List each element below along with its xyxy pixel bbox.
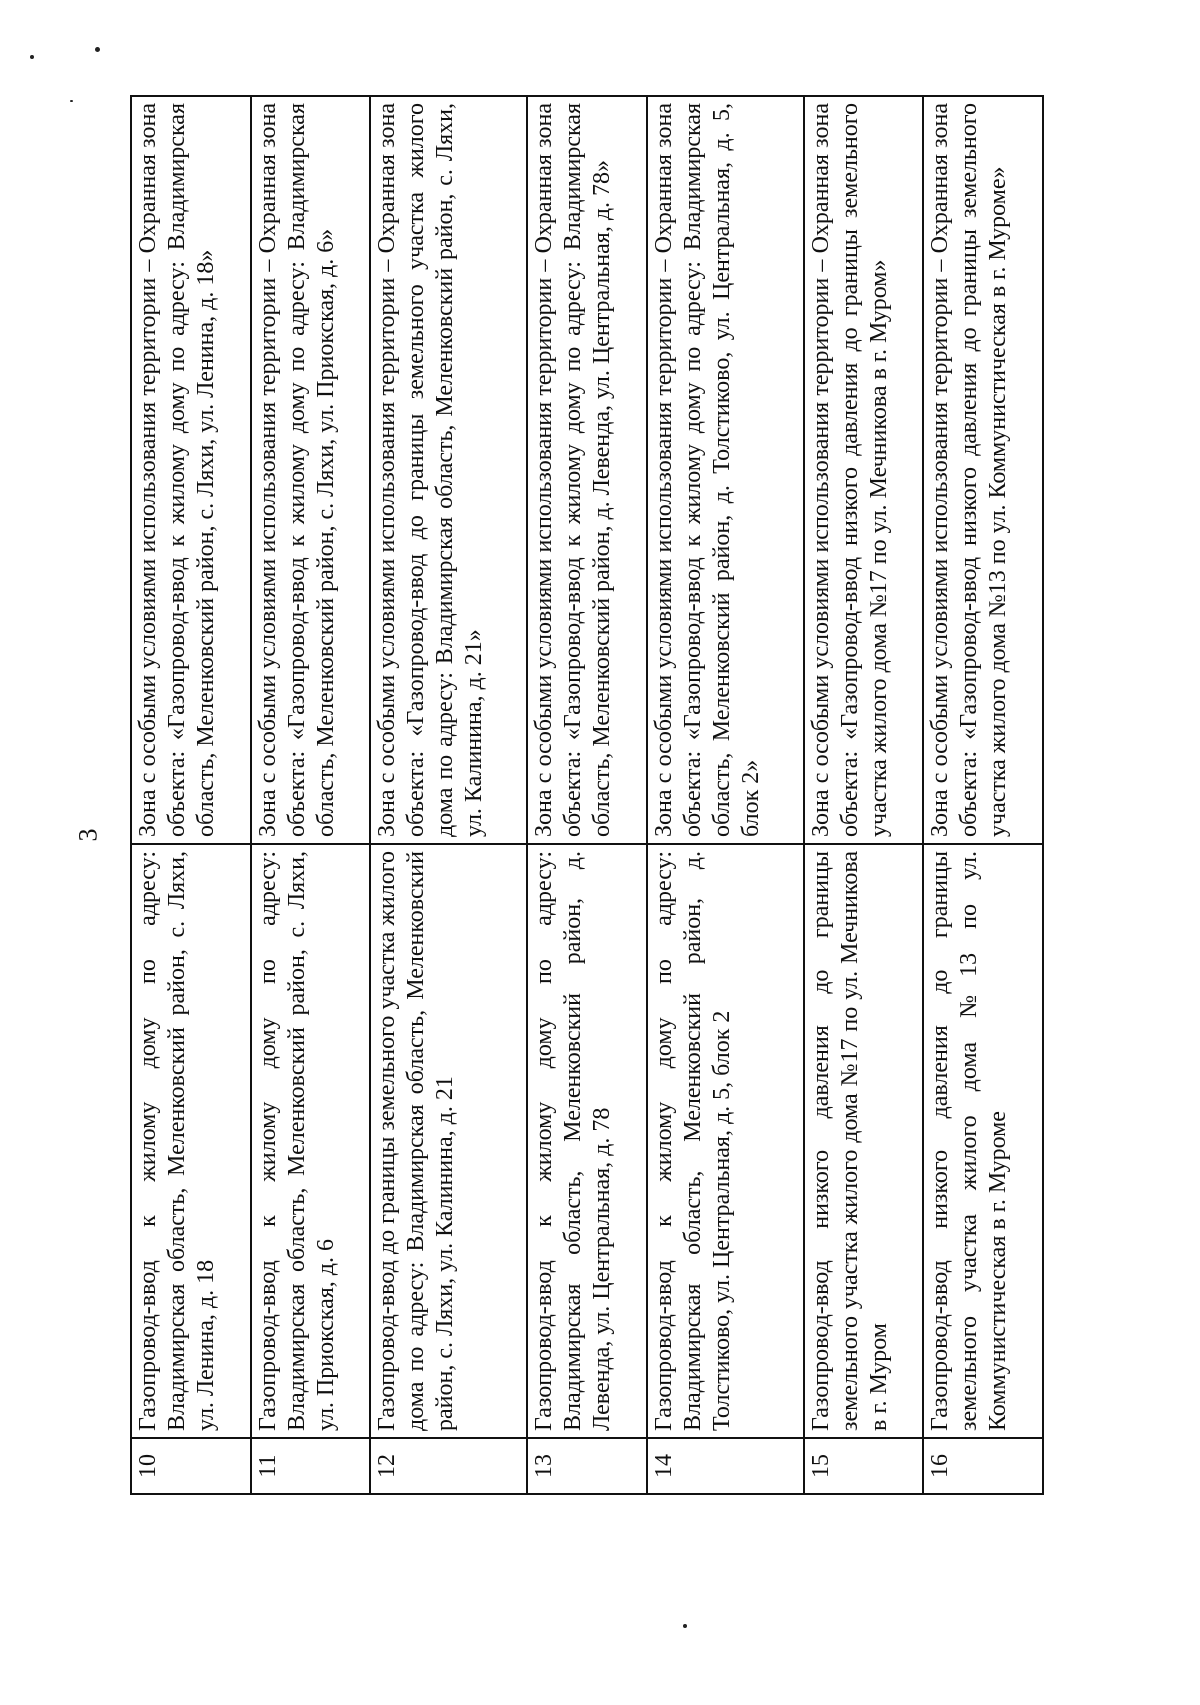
row-number: 12 (370, 1438, 527, 1494)
row-number: 16 (923, 1438, 1043, 1494)
scan-speck (70, 100, 73, 102)
zone-description: Зона с особыми условиями использования территории – Охранная зона объекта: «Газопровод-ввод низкого давления до границы земельного участка жилого дома №17 по ул. Мечникова в г. Муром» (804, 96, 924, 844)
table-row (370, 96, 527, 1494)
object-description: Газопровод-ввод к жилому дому по адресу: Владимирская область, Меленковский район, д. Толстиково, ул. Центральная, д. 5, блок 2 (647, 844, 804, 1438)
table-row (131, 96, 251, 1494)
zone-description: Зона с особыми условиями использования территории – Охранная зона объекта: «Газопровод-ввод к жилому дому по адресу: Владимирская область, Меленковский район, д. Левенда, ул. Центральная, д. 78» (527, 96, 647, 844)
zones-table (130, 95, 1044, 1495)
zone-description: Зона с особыми условиями использования территории – Охранная зона объекта: «Газопровод-ввод к жилому дому по адресу: Владимирская область, Меленковский район, с. Ляхи, ул. Ленина, д. 18» (131, 96, 251, 844)
table-row (527, 96, 647, 1494)
scan-speck (30, 55, 34, 59)
object-description: Газопровод-ввод низкого давления до границы земельного участка жилого дома №13 по ул. Коммунистическая в г. Муроме (923, 844, 1043, 1438)
row-number: 11 (251, 1438, 371, 1494)
table-row (804, 96, 924, 1494)
row-number: 10 (131, 1438, 251, 1494)
row-number: 13 (527, 1438, 647, 1494)
rotated-table-container (130, 95, 1044, 1495)
row-number: 15 (804, 1438, 924, 1494)
object-description: Газопровод-ввод до границы земельного участка жилого дома по адресу: Владимирская область, Меленковский район, с. Ляхи, ул. Калинина, д. 21 (370, 844, 527, 1438)
zone-description: Зона с особыми условиями использования территории – Охранная зона объекта: «Газопровод-ввод низкого давления до границы земельного участка жилого дома №13 по ул. Коммунистическая в г. Муроме» (923, 96, 1043, 844)
zone-description: Зона с особыми условиями использования территории – Охранная зона объекта: «Газопровод-ввод к жилому дому по адресу: Владимирская область, Меленковский район, с. Ляхи, ул. Приокская, д. 6» (251, 96, 371, 844)
zone-description: Зона с особыми условиями использования территории – Охранная зона объекта: «Газопровод-ввод до границы земельного участка жилого дома по адресу: Владимирская область, Меленковский район, с. Ляхи, ул. Калинина, д. 21» (370, 96, 527, 844)
table-row (647, 96, 804, 1494)
table-row (923, 96, 1043, 1494)
row-number: 14 (647, 1438, 804, 1494)
object-description: Газопровод-ввод к жилому дому по адресу: Владимирская область, Меленковский район, с. Ляхи, ул. Приокская, д. 6 (251, 844, 371, 1438)
zone-description: Зона с особыми условиями использования территории – Охранная зона объекта: «Газопровод-ввод к жилому дому по адресу: Владимирская область, Меленковский район, д. Толстиково, ул. Центральная, д. 5, блок 2» (647, 96, 804, 844)
object-description: Газопровод-ввод к жилому дому по адресу: Владимирская область, Меленковский район, д. Левенда, ул. Центральная, д. 78 (527, 844, 647, 1438)
table-row (251, 96, 371, 1494)
page-number: 3 (73, 828, 103, 842)
scan-speck (95, 47, 100, 52)
scan-speck (683, 1624, 687, 1628)
object-description: Газопровод-ввод к жилому дому по адресу: Владимирская область, Меленковский район, с. Ляхи, ул. Ленина, д. 18 (131, 844, 251, 1438)
object-description: Газопровод-ввод низкого давления до границы земельного участка жилого дома №17 по ул. Мечникова в г. Муром (804, 844, 924, 1438)
